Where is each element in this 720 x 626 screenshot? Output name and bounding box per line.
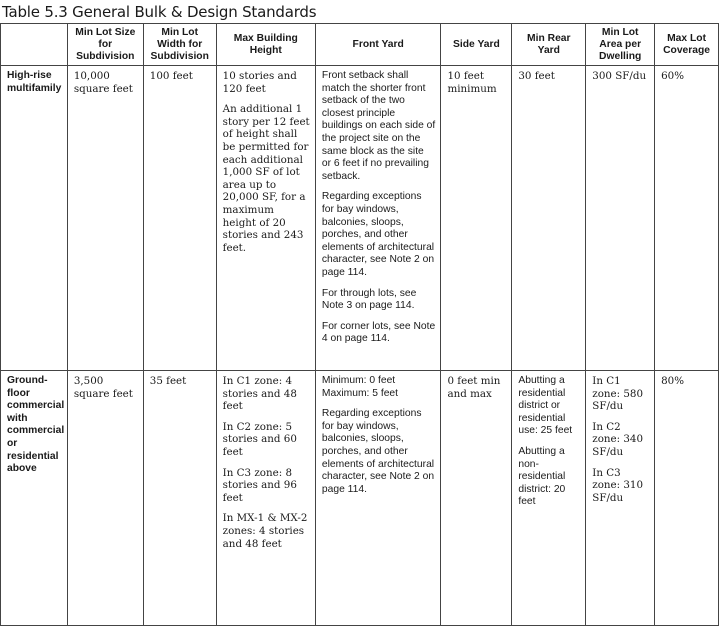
header-max-lot-coverage: Max Lot Coverage <box>655 24 719 66</box>
front-yard-text: For through lots, see Note 3 on page 114. <box>321 287 417 312</box>
front-yard-text: Minimum: 0 feet Maximum: 5 feet <box>321 375 399 399</box>
max-height-text: 10 stories and 120 feet <box>222 70 297 95</box>
header-min-lot-area: Min Lot Area per Dwelling <box>586 24 655 66</box>
min-lot-area-cell <box>586 66 655 371</box>
min-lot-area-text: 300 SF/du <box>592 70 647 82</box>
min-lot-width-cell: 35 feet <box>143 371 216 626</box>
header-min-lot-width: Min Lot Width for Subdivision <box>143 24 216 66</box>
max-height-text: An additional 1 story per 12 feet of height shall be permitted for each additional 1,000 SF of lot area up to 20,000 SF, for a maximum height of 20 stories and 243 feet. <box>222 103 310 254</box>
front-yard-text: Front setback shall match the shorter front setback of the two closest principle buildings on each side of the project site on the same block as the site or 6 feet if no prevailing setback. <box>321 70 436 182</box>
max-lot-coverage-cell: 60% <box>655 66 719 371</box>
header-min-rear-yard: Min Rear Yard <box>512 24 586 66</box>
min-lot-area-text: In C2 zone: 340 SF/du <box>592 420 644 458</box>
front-yard-text: For corner lots, see Note 4 on page 114. <box>321 320 436 345</box>
max-height-text: In C1 zone: 4 stories and 48 feet <box>222 375 297 413</box>
table-row <box>1 371 719 626</box>
header-min-lot-size: Min Lot Size for Subdivision <box>67 24 143 66</box>
header-side-yard: Side Yard <box>441 24 512 66</box>
row-label: Ground-floor commercial with commercial or residential above <box>1 371 68 626</box>
max-height-text: In C2 zone: 5 stories and 60 feet <box>222 420 297 458</box>
max-lot-coverage-cell: 80% <box>655 371 719 626</box>
front-yard-text: Regarding exceptions for bay windows, balconies, sloops, porches, and other elements of architectural character, see Note 2 on page 114. <box>321 408 435 495</box>
min-lot-size-cell: 3,500 square feet <box>67 371 143 626</box>
bulk-design-standards-table <box>0 23 719 626</box>
side-yard-cell: 10 feet minimum <box>441 66 512 371</box>
min-lot-size-cell: 10,000 square feet <box>67 66 143 371</box>
min-rear-yard-cell <box>512 66 586 371</box>
side-yard-cell: 0 feet min and max <box>441 371 512 626</box>
table-title: Table 5.3 General Bulk & Design Standards <box>2 3 317 21</box>
max-height-cell <box>216 66 315 371</box>
max-height-text: In MX-1 & MX-2 zones: 4 stories and 48 feet <box>222 512 308 550</box>
min-lot-area-cell <box>586 371 655 626</box>
header-max-building-height: Max Building Height <box>216 24 315 66</box>
min-rear-yard-text: Abutting a residential district or residential use: 25 feet <box>518 375 573 437</box>
min-rear-yard-cell <box>512 371 586 626</box>
min-rear-yard-text: 30 feet <box>518 70 555 82</box>
min-lot-area-text: In C1 zone: 580 SF/du <box>592 375 644 413</box>
header-zone <box>1 24 68 66</box>
min-rear-yard-text: Abutting a non-residential district: 20 feet <box>518 445 566 508</box>
front-yard-cell <box>315 371 441 626</box>
header-front-yard: Front Yard <box>315 24 441 66</box>
min-lot-width-cell: 100 feet <box>143 66 216 371</box>
table-row <box>1 66 719 371</box>
max-height-cell <box>216 371 315 626</box>
front-yard-cell <box>315 66 441 371</box>
header-row <box>1 24 719 66</box>
max-height-text: In C3 zone: 8 stories and 96 feet <box>222 466 297 504</box>
min-lot-area-text: In C3 zone: 310 SF/du <box>592 466 644 504</box>
row-label: High-rise multifamily <box>1 66 68 371</box>
front-yard-text: Regarding exceptions for bay windows, balconies, sloops, porches, and other elements of architectural character, see Note 2 on page 114. <box>321 191 435 278</box>
